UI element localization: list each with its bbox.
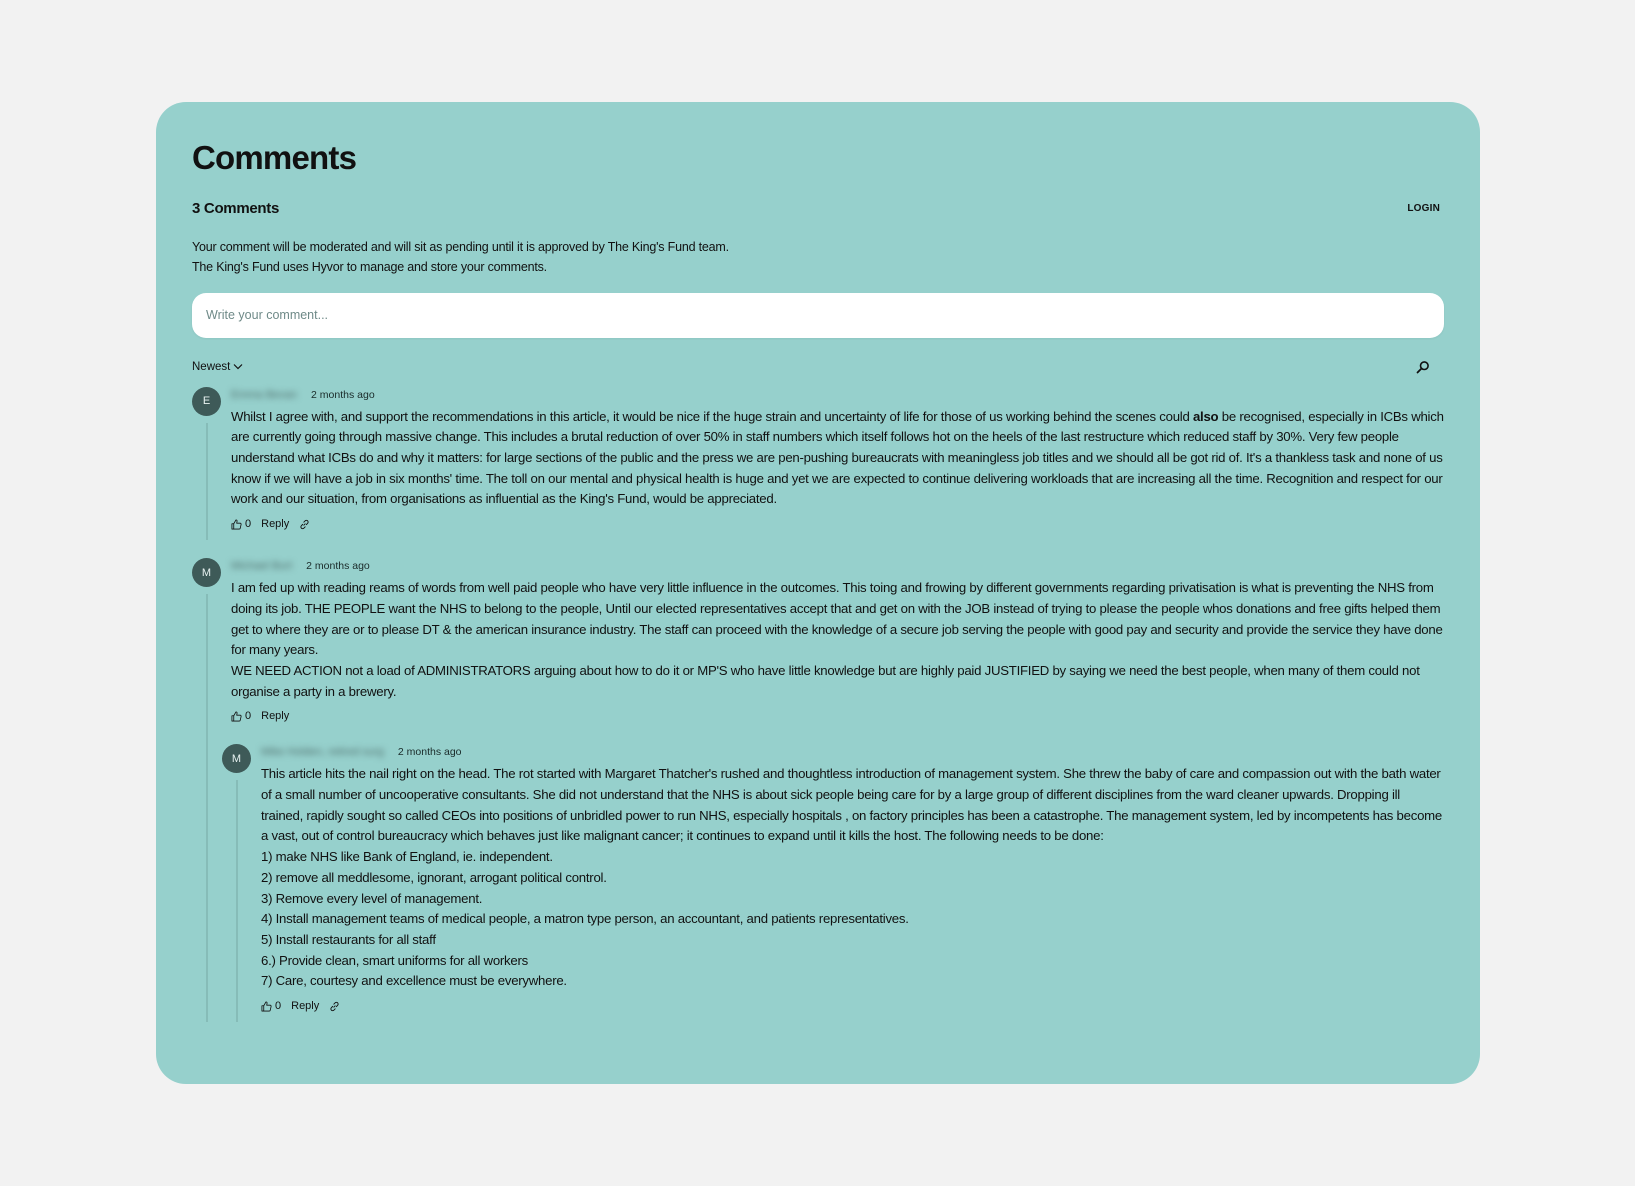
upvote-button[interactable] — [231, 518, 251, 530]
comments-meta-row — [192, 200, 1444, 217]
comment-input[interactable] — [192, 293, 1444, 338]
link-icon[interactable] — [299, 519, 310, 530]
comment-text-bold: also — [1192, 408, 1219, 424]
reply-button[interactable]: Reply — [261, 710, 290, 723]
comments-toolbar — [192, 359, 1444, 375]
reply-button[interactable]: Reply — [291, 1000, 320, 1013]
comment-header — [231, 558, 1444, 574]
chevron-down-icon — [233, 363, 243, 370]
comment-actions — [261, 998, 1444, 1014]
comment-time[interactable]: 2 months ago — [397, 746, 462, 759]
avatar[interactable]: M — [222, 744, 251, 773]
comment-item — [192, 558, 1444, 1014]
comment-author[interactable]: Mike Holden, retired surg — [261, 746, 384, 759]
comment-header — [261, 744, 1444, 760]
list-item: 6.) Provide clean, smart uniforms for all workers — [261, 952, 528, 968]
thumbs-up-icon — [231, 711, 242, 722]
list-item: 2) remove all meddlesome, ignorant, arrogant political control. — [261, 869, 607, 885]
thread-line — [206, 594, 208, 1022]
thread-line — [236, 780, 238, 1022]
comment-text: Whilst I agree with, and support the recommendations in this article, it would be nice if the huge strain and uncertainty of life for those of us working behind the scenes could — [231, 408, 1193, 424]
comment-body — [261, 764, 1444, 992]
sort-label: Newest — [192, 360, 231, 373]
vote-count: 0 — [245, 710, 252, 723]
comments-widget — [156, 102, 1480, 1084]
comment-body — [231, 578, 1444, 702]
comment-time[interactable]: 2 months ago — [306, 560, 370, 573]
avatar[interactable]: M — [192, 558, 221, 587]
vote-count: 0 — [245, 518, 252, 531]
page-title: Comments — [192, 139, 357, 176]
reply-button[interactable]: Reply — [261, 518, 290, 531]
comment-paragraph: I am fed up with reading reams of words from well paid people who have very little influence in the outcomes. This toing and frowing by different governments regarding privatisation is what is preventing the NHS from doing its job. THE PEOPLE want the NHS to belong to the people, Until our elected representatives accept that and get on with the JOB instead of trying to please the people whos donations and free gifts helped them get to where they are or to please DT & the american insurance industry. The staff can proceed with the knowledge of a secure job serving the people with good pay and security and provide the service they have done for many years. — [231, 580, 1443, 658]
list-item: 1) make NHS like Bank of England, ie. independent. — [261, 849, 553, 865]
comment-author[interactable]: Michael Burt — [231, 560, 293, 573]
list-item: 3) Remove every level of management. — [261, 890, 483, 906]
list-item: 5) Install restaurants for all staff — [261, 931, 436, 947]
notice-line-2: The King's Fund uses Hyvor to manage and store your comments. — [192, 259, 547, 274]
upvote-button[interactable] — [231, 710, 251, 722]
comment-text: be recognised, especially in ICBs which are currently going through massive change. This includes a brutal reduction of over 50% in staff numbers which itself follows hot on the heels of the last restructure which reduced staff by 30%. Very few people understand what ICBs do and why it matters: for large sections of the public and the press we are pen-pushing bureaucrats with meaningless job titles and we should all be got rid of. It's a thankless task and none of us know if we will have a job in six months' time. The toll on our mental and physical health is huge and yet we are expected to continue delivering workloads that are increasing all the time. Recognition and respect for our work and our situation, from organisations as influential as the King's Fund, would be appreciated. — [231, 408, 1444, 507]
comment-actions — [231, 708, 1444, 724]
list-item: 4) Install management teams of medical people, a matron type person, an accountant, and patients representatives. — [261, 911, 909, 927]
notice-line-1: Your comment will be moderated and will sit as pending until it is approved by The King's Fund team. — [192, 239, 729, 254]
search-icon[interactable] — [1416, 360, 1430, 374]
link-icon[interactable] — [329, 1001, 340, 1012]
comment-paragraph: This article hits the nail right on the head. The rot started with Margaret Thatcher's rushed and thoughtless introduction of management system. She threw the baby of care and compassion out with the bath water of a small number of uncooperative consultants. She did not understand that the NHS is about sick people being care for by a large group of different disciplines from the ward cleaner upwards. Dropping ill trained, rapidly sought so called CEOs into positions of unbridled power to run NHS, especially hospitals , on factory principles has been a catastrophe. The management system, led by incompetents has become a vast, out of control bureaucracy which behaves just like malignant cancer; it continues to expand until it kills the host. The following needs to be done: — [261, 766, 1442, 844]
comment-header — [231, 387, 1444, 403]
thread-line — [206, 423, 208, 541]
vote-count: 0 — [275, 1000, 282, 1013]
comment-item — [192, 387, 1444, 533]
comment-body — [231, 407, 1444, 511]
moderation-notice — [192, 237, 1444, 277]
comment-paragraph: WE NEED ACTION not a load of ADMINISTRATORS arguing about how to do it or MP'S who have little knowledge but are highly paid JUSTIFIED by saying we need the best people, when many of them could not organise a party in a brewery. — [231, 662, 1420, 699]
upvote-button[interactable] — [261, 1000, 281, 1012]
sort-dropdown[interactable] — [192, 361, 243, 373]
reply-item — [222, 744, 1444, 1014]
comment-time[interactable]: 2 months ago — [311, 388, 375, 401]
login-button[interactable]: LOGIN — [1407, 202, 1440, 214]
comment-count: 3 Comments — [192, 199, 280, 217]
thumbs-up-icon — [231, 519, 242, 530]
comment-list — [192, 387, 1444, 1014]
thumbs-up-icon — [261, 1001, 272, 1012]
comment-actions — [231, 516, 1444, 532]
comment-author[interactable]: Emma Bevan — [231, 388, 298, 401]
avatar[interactable]: E — [192, 387, 221, 416]
list-item: 7) Care, courtesy and excellence must be everywhere. — [261, 973, 567, 989]
